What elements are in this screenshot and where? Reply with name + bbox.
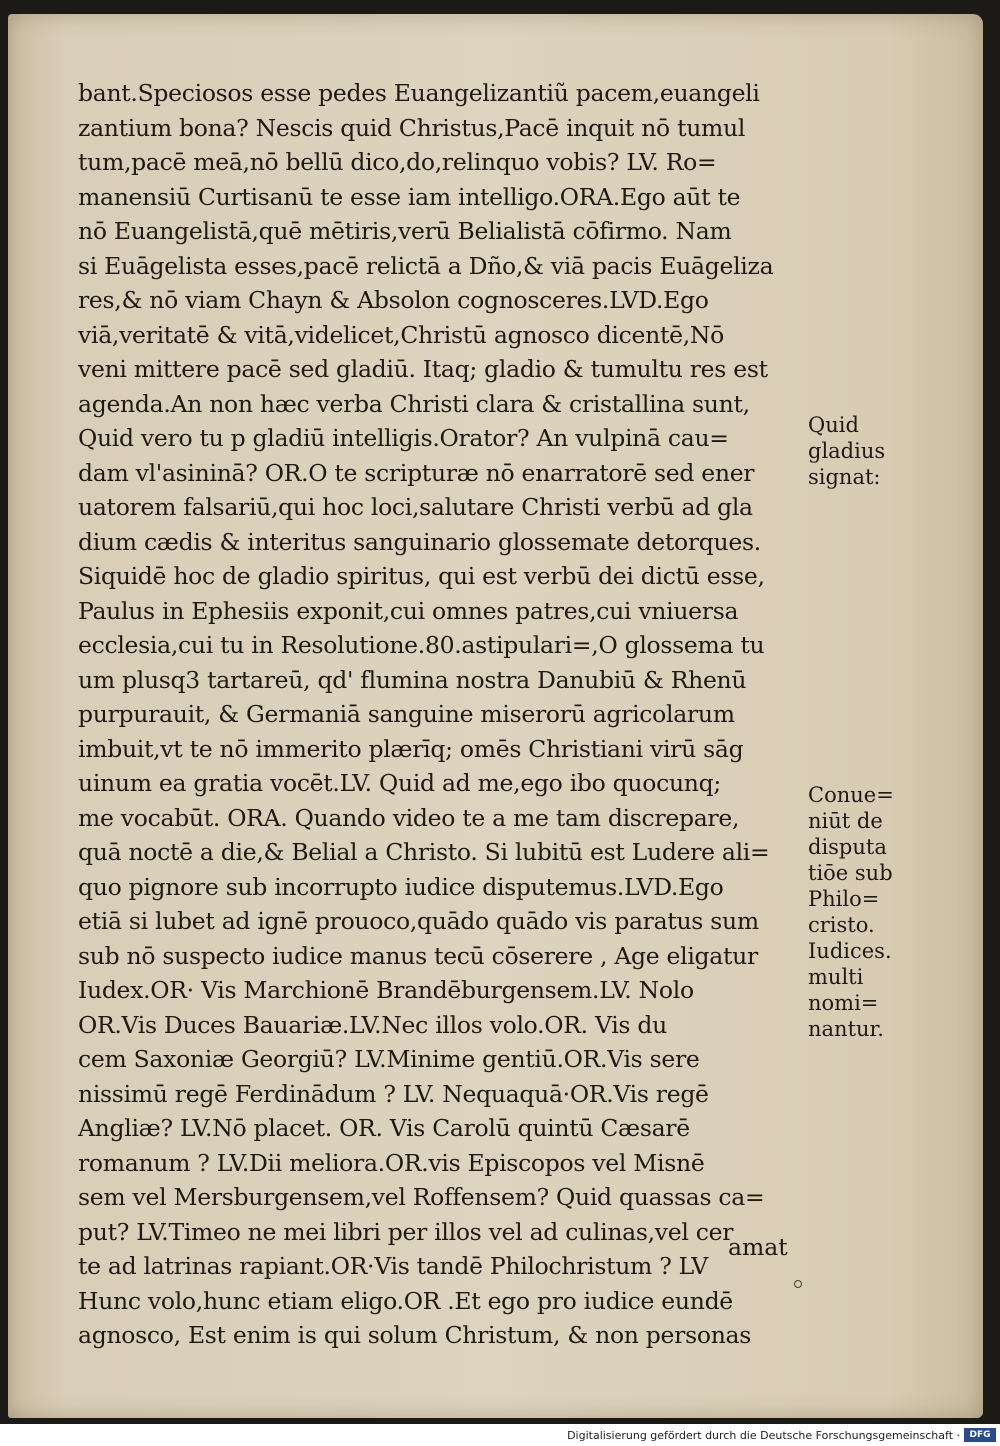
ink-mark	[794, 1280, 802, 1288]
text-line: tum,pacē meā,nō bellū dico,do,relinquo vobis? LV. Ro=	[78, 148, 717, 176]
text-line: cem Saxoniæ Georgiū? LV.Minime gentiū.OR.Vis sere	[78, 1045, 700, 1073]
dfg-logo[interactable]: DFG	[964, 1428, 996, 1442]
marginal-note-line: tiōe sub	[808, 861, 893, 885]
text-line: purpurauit, & Germaniā sanguine miserorū agricolarum	[78, 700, 735, 728]
text-line: romanum ? LV.Dii meliora.OR.vis Episcopos vel Misnē	[78, 1148, 705, 1177]
text-line: Iudex.OR· Vis Marchionē Brandēburgensem.LV. Nolo	[78, 976, 694, 1004]
marginal-note-line: gladius	[808, 439, 886, 463]
text-line: manensiū Curtisanū te esse iam intelligo.ORA.Ego aūt te	[78, 182, 741, 211]
text-line: dam vl'asininā? OR.O te scripturæ nō enarratorē sed ener	[78, 458, 755, 487]
marginal-note-line: Iudices.	[808, 939, 892, 963]
text-line: agenda.An non hæc verba Christi clara & cristallina sunt,	[78, 389, 750, 418]
marginal-note-gladius	[808, 412, 918, 490]
text-line: veni mittere pacē sed gladiū. Itaq; gladio & tumultu res est	[78, 355, 768, 383]
marginal-note-line: cristo.	[808, 913, 875, 937]
text-line: si Euāgelista esses,pacē relictā a Dño,& viā pacis Euāgeliza	[78, 251, 774, 280]
text-line: um plusq3 tartareū, qd' flumina nostra Danubiū & Rhenū	[78, 665, 747, 694]
text-line: viā,veritatē & vitā,videlicet,Christū agnosco dicentē,Nō	[78, 320, 724, 349]
footer-bar	[0, 1424, 1000, 1446]
book-page	[8, 14, 983, 1418]
text-line: sub nō suspecto iudice manus tecū cōserere , Age eligatur	[78, 941, 758, 970]
marginal-note-line: nomi=	[808, 991, 879, 1015]
text-line: sem vel Mersburgensem,vel Roffensem? Quid quassas ca=	[78, 1183, 765, 1211]
footer-credit: Digitalisierung gefördert durch die Deutsche Forschungsgemeinschaft ·	[567, 1429, 960, 1442]
text-line: put? LV.Timeo ne mei libri per illos vel ad culinas,vel cer	[78, 1217, 734, 1246]
main-text-block	[78, 76, 808, 1353]
catchword: amat	[728, 1233, 788, 1261]
marginal-note-line: Philo=	[808, 887, 880, 911]
marginal-note-line: Quid	[808, 413, 859, 437]
text-line: Angliæ? LV.Nō placet. OR. Vis Carolū quintū Cæsarē	[78, 1114, 690, 1142]
text-line: uatorem falsariū,qui hoc loci,salutare Christi verbū ad gla	[78, 493, 753, 521]
text-line: Hunc volo,hunc etiam eligo.OR .Et ego pro iudice eundē	[78, 1286, 733, 1315]
marginal-note-line: multi	[808, 965, 864, 989]
text-line: quā noctē a die,& Belial a Christo. Si lubitū est Ludere ali=	[78, 838, 770, 866]
text-line: me vocabūt. ORA. Quando video te a me tam discrepare,	[78, 803, 740, 832]
marginal-note-line: niūt de	[808, 809, 883, 833]
text-line: OR.Vis Duces Bauariæ.LV.Nec illos volo.OR. Vis du	[78, 1010, 667, 1039]
text-line: Siquidē hoc de gladio spiritus, qui est verbū dei dictū esse,	[78, 562, 765, 590]
marginal-note-line: disputa	[808, 835, 887, 859]
text-line: etiā si lubet ad ignē prouoco,quādo quādo vis paratus sum	[78, 907, 759, 935]
marginal-note-line: signat:	[808, 465, 881, 489]
text-line: res,& nō viam Chayn & Absolon cognosceres.LVD.Ego	[78, 286, 709, 314]
text-line: quo pignore sub incorrupto iudice disputemus.LVD.Ego	[78, 872, 724, 901]
text-line: agnosco, Est enim is qui solum Christum, & non personas	[78, 1321, 752, 1349]
text-line: ecclesia,cui tu in Resolutione.80.astipulari=,O glossema tu	[78, 631, 765, 659]
text-line: zantium bona? Nescis quid Christus,Pacē inquit nō tumul	[78, 113, 746, 142]
text-line: te ad latrinas rapiant.OR·Vis tandē Philochristum ? LV	[78, 1252, 708, 1280]
text-line: nō Euangelistā,quē mētiris,verū Belialistā cōfirmo. Nam	[78, 217, 732, 245]
marginal-note-disputation	[808, 782, 918, 1042]
text-line: nissimū regē Ferdinādum ? LV. Nequaquā·OR.Vis regē	[78, 1079, 709, 1108]
marginal-note-line: Conue=	[808, 783, 894, 807]
marginal-note-line: nantur.	[808, 1017, 884, 1041]
text-line: bant.Speciosos esse pedes Euangelizantiũ pacem,euangeli	[78, 79, 760, 107]
text-line: imbuit,vt te nō immerito plærīq; omēs Christiani virū sāg	[78, 734, 744, 763]
text-line: Paulus in Ephesiis exponit,cui omnes patres,cui vniuersa	[78, 596, 739, 625]
text-line: dium cædis & interitus sanguinario glossemate detorques.	[78, 527, 761, 556]
text-line: Quid vero tu p gladiū intelligis.Orator? An vulpinā cau=	[78, 424, 729, 452]
text-line: uinum ea gratia vocēt.LV. Quid ad me,ego ibo quocunq;	[78, 769, 721, 797]
